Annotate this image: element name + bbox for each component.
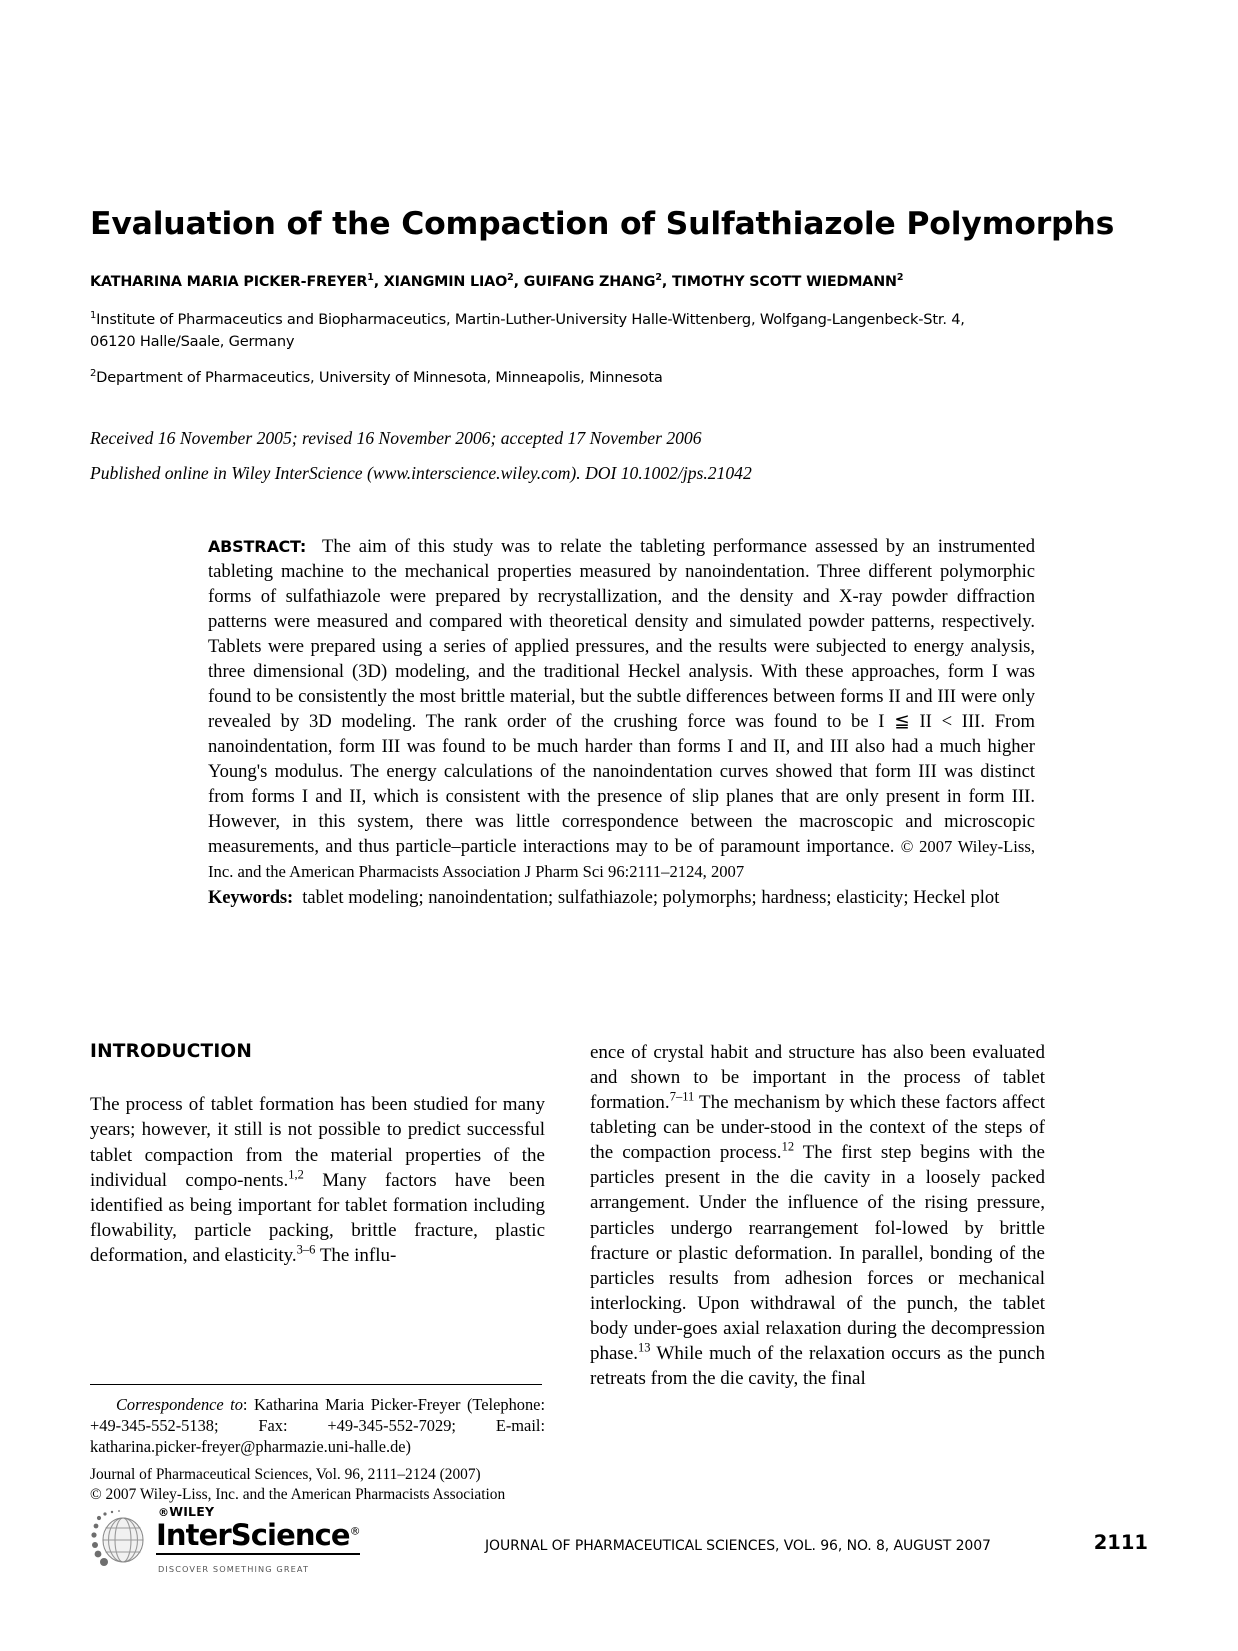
abstract-body: The aim of this study was to relate the tableting performance assessed by an instrumented tableting machine to the mechanical properties measured by nanoindentation. Three different polymorphic forms of sulfathiazole were prepared by recrystallization, and the density and X-ray powder diffraction patterns were measured and compared with theoretical density and simulated powder patterns, respectively. Tablets were prepared using a series of applied pressures, and the results were subjected to energy analysis, three dimensional (3D) modeling, and the traditional Heckel analysis. With these approaches, form I was found to be consistently the most brittle material, but the subtle differences between forms II and III were only revealed by 3D modeling. The rank order of the crushing force was found to be I ≦ II < III. From nanoindentation, form III was found to be much harder than forms I and II, and III also had a much higher Young's modulus. The energy calculations of the nanoindentation curves showed that form III was distinct from forms I and II, which is consistent with the presence of slip planes that are only present in form III. However, in this system, there was little correspondence between the macroscopic and microscopic measurements, and thus particle–particle interactions may to be of paramount importance. bbox=[208, 536, 1035, 857]
footnote-block bbox=[90, 1384, 545, 1505]
journal-copyright-line: © 2007 Wiley-Liss, Inc. and the American Pharmacists Association bbox=[90, 1486, 506, 1504]
intro-text-f: The first step begins with the particles present in the die cavity in a loosely packed arrangement. Under the influence of the rising pressure, particles undergo rearrangement fol-lowed by brittle fracture or plastic deformation. In parallel, bonding of the particles results from adhesion forces or mechanical interlocking. Upon withdrawal of the punch, the tablet body under-goes axial relaxation during the decompression phase. bbox=[590, 1142, 1045, 1364]
received-dates: Received 16 November 2005; revised 16 November 2006; accepted 17 November 2006 bbox=[90, 428, 702, 448]
abstract-label: ABSTRACT: bbox=[208, 537, 307, 556]
citation-ref-1: 1,2 bbox=[288, 1167, 304, 1182]
citation-ref-4: 12 bbox=[781, 1139, 795, 1154]
citation-ref-5: 13 bbox=[638, 1340, 651, 1355]
citation-ref-2: 3–6 bbox=[296, 1242, 316, 1257]
keywords-list: tablet modeling; nanoindentation; sulfathiazole; polymorphs; hardness; elasticity; Heckel plot bbox=[302, 887, 1000, 908]
affiliation-text-2: Department of Pharmaceutics, University of Minnesota, Minneapolis, Minnesota bbox=[96, 368, 663, 386]
footer-journal-info: JOURNAL OF PHARMACEUTICAL SCIENCES, VOL. 96, NO. 8, AUGUST 2007 bbox=[485, 1538, 991, 1554]
body-column-right bbox=[590, 1040, 1045, 1391]
intro-text-d: ence of crystal habit and structure has also been evaluated and shown to be important in the process of tablet formation. bbox=[590, 1042, 1045, 1114]
abstract-block bbox=[208, 534, 1035, 910]
author-separator: , bbox=[373, 273, 384, 290]
intro-text-b: Many factors have been identified as being important for tablet formation including flowability, particle packing, brittle fracture, plastic deformation, and elasticity. bbox=[90, 1169, 545, 1266]
published-online-line: Published online in Wiley InterScience (www.interscience.wiley.com). DOI 10.1002/jps.21042 bbox=[90, 463, 752, 483]
affiliation-marker-1: 1 bbox=[90, 310, 97, 321]
body-column-left bbox=[90, 1040, 545, 1268]
abstract-copyright: © 2007 Wiley-Liss, Inc. and the American Pharmacists Association J Pharm Sci 96:2111–2124, 2007 bbox=[208, 837, 1035, 881]
interscience-tagline: DISCOVER SOMETHING GREAT bbox=[158, 1564, 310, 1574]
author-name-1: KATHARINA MARIA PICKER-FREYER bbox=[90, 273, 368, 290]
intro-paragraph-right bbox=[590, 1040, 1045, 1391]
correspondence-details: : Katharina Maria Picker-Freyer (Telephone: +49-345-552-5138; Fax: +49-345-552-7029; E-mail: katharina.picker-freyer@pharmazie.uni-halle.de) bbox=[90, 1395, 545, 1457]
wiley-interscience-logo[interactable] bbox=[90, 1498, 360, 1586]
intro-text-g: While much of the relaxation occurs as the punch retreats from the die cavity, the final bbox=[590, 1342, 1045, 1390]
journal-citation-line: Journal of Pharmaceutical Sciences, Vol. 96, 2111–2124 (2007) bbox=[90, 1466, 481, 1484]
keywords-label: Keywords: bbox=[208, 887, 293, 908]
keywords-block bbox=[208, 885, 1035, 910]
correspondence-note bbox=[90, 1394, 545, 1457]
author-name-2: XIANGMIN LIAO bbox=[383, 273, 508, 290]
author-marker-4: 2 bbox=[896, 272, 904, 283]
author-marker-3: 2 bbox=[655, 272, 662, 283]
interscience-science: Science bbox=[230, 1518, 350, 1552]
interscience-wordmark bbox=[156, 1518, 360, 1555]
interscience-inter: Inter bbox=[156, 1518, 231, 1552]
intro-text-e: The mechanism by which these factors affect tableting can be under-stood in the context of the steps of the compaction process. bbox=[590, 1092, 1045, 1164]
author-marker-1: 1 bbox=[367, 272, 374, 283]
affiliation-1 bbox=[90, 308, 990, 354]
author-name-4: TIMOTHY SCOTT WIEDMANN bbox=[671, 273, 897, 290]
author-separator: , bbox=[513, 273, 524, 290]
author-separator: , bbox=[661, 273, 672, 290]
section-heading-introduction: INTRODUCTION bbox=[90, 1041, 253, 1062]
author-list bbox=[90, 272, 1160, 290]
interscience-reg-mark: ® bbox=[349, 1524, 360, 1538]
citation-ref-3: 7–11 bbox=[669, 1089, 695, 1104]
page-number: 2111 bbox=[1093, 1531, 1148, 1554]
author-name-3: GUIFANG ZHANG bbox=[523, 273, 656, 290]
page-title: Evaluation of the Compaction of Sulfathiazole Polymorphs bbox=[90, 206, 1115, 243]
affiliation-2 bbox=[90, 366, 990, 389]
author-marker-2: 2 bbox=[507, 272, 514, 283]
intro-paragraph-left bbox=[90, 1092, 545, 1268]
wiley-wordmark bbox=[158, 1504, 214, 1519]
registered-mark: ® bbox=[158, 1506, 170, 1519]
affiliation-marker-2: 2 bbox=[90, 368, 97, 379]
intro-text-c: The influ- bbox=[315, 1244, 397, 1266]
intro-text-a: The process of tablet formation has been studied for many years; however, it still is not possible to predict successful tablet compaction from the material properties of the individual compo-nents. bbox=[90, 1094, 545, 1191]
globe-icon bbox=[90, 1506, 152, 1570]
affiliation-text-1: Institute of Pharmaceutics and Biopharmaceutics, Martin-Luther-University Halle-Wittenberg, Wolfgang-Langenbeck-Str. 4, 06120 Halle/Saale, Germany bbox=[90, 310, 965, 351]
footnote-divider bbox=[90, 1384, 542, 1385]
correspondence-label: Correspondence to bbox=[115, 1395, 243, 1414]
wiley-text: WILEY bbox=[169, 1504, 215, 1519]
page-footer bbox=[90, 1498, 1148, 1593]
